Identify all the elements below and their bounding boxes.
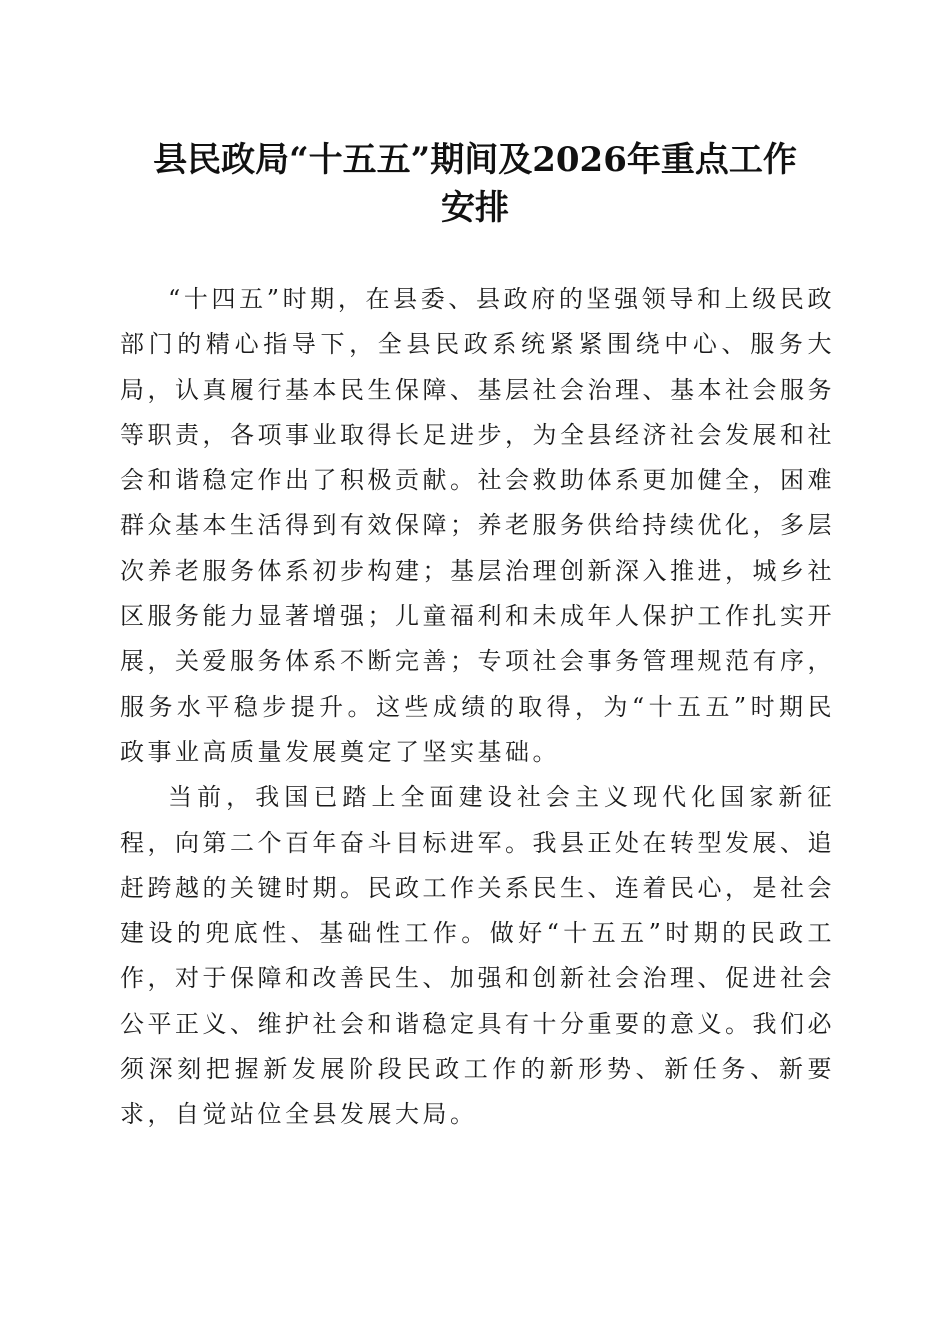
paragraph-situation: 当前，我国已踏上全面建设社会主义现代化国家新征程，向第二个百年奋斗目标进军。我县正处在转型发展、追赶跨越的关键时期。民政工作关系民生、连着民心，是社会建设的兜底性、基础性工作。做好“十五五”时期的民政工作，对于保障和改善民生、加强和创新社会治理、促进社会公平正义、维护社会和谐稳定具有十分重要的意义。我们必须深刻把握新发展阶段民政工作的新形势、新任务、新要求，自觉站位全县发展大局。 — [120, 783, 835, 1129]
title-line-2: 安排 — [441, 188, 509, 228]
title-line-1: 县民政局“十五五”期间及2026年重点工作 — [153, 140, 797, 180]
paragraph-review: “十四五”时期，在县委、县政府的坚强领导和上级民政部门的精心指导下，全县民政系统紧紧围绕中心、服务大局，认真履行基本民生保障、基层社会治理、基本社会服务等职责，各项事业取得长足进步，为全县经济社会发展和社会和谐稳定作出了积极贡献。社会救助体系更加健全，困难群众基本生活得到有效保障；养老服务供给持续优化，多层次养老服务体系初步构建；基层治理创新深入推进，城乡社区服务能力显著增强；儿童福利和未成年人保护工作扎实开展，关爱服务体系不断完善；专项社会事务管理规范有序，服务水平稳步提升。这些成绩的取得，为“十五五”时期民政事业高质量发展奠定了坚实基础。 — [120, 285, 835, 766]
document-title — [110, 136, 840, 232]
document-body — [120, 277, 835, 1138]
